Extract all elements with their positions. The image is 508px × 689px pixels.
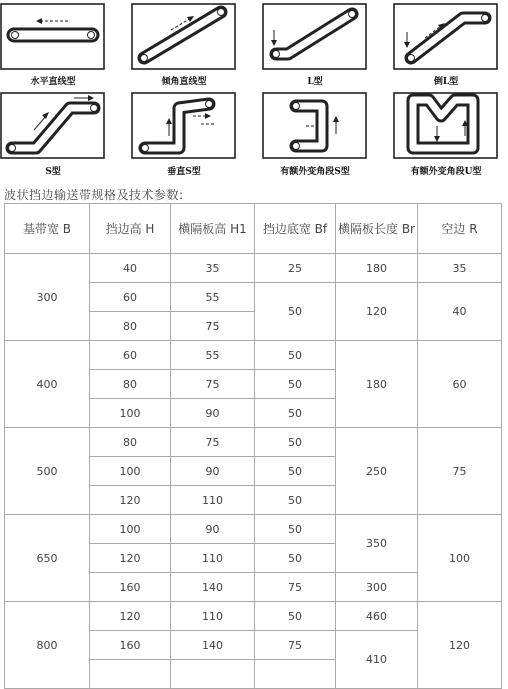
cell-cleat-height: 90 <box>171 515 255 544</box>
cell-cleat-height: 75 <box>171 312 255 341</box>
cell-cleat-height: 140 <box>171 573 255 602</box>
cell-sidewall-height: 120 <box>90 602 171 631</box>
table-row <box>5 515 502 544</box>
cell-cleat-height: 75 <box>171 428 255 457</box>
table-row <box>5 602 502 631</box>
cell-free-edge: 75 <box>418 428 502 515</box>
diagram-caption: 水平直线型 <box>30 77 76 87</box>
diagram-horizontal <box>0 0 106 72</box>
header-free-edge: 空边 R <box>418 204 502 254</box>
cell-cleat-length: 410 <box>336 631 418 689</box>
header-sidewall-base-width: 挡边底宽 Bf <box>255 204 336 254</box>
header-cleat-height: 横隔板高 H1 <box>171 204 255 254</box>
diagram-caption: 有额外变角段S型 <box>280 167 350 177</box>
cell-sidewall-base-width: 75 <box>255 573 336 602</box>
cell-sidewall-base-width: 50 <box>255 399 336 428</box>
cell-sidewall-height: 40 <box>90 254 171 283</box>
diagram-inclined <box>131 0 237 72</box>
cell-sidewall-base-width: 50 <box>255 370 336 399</box>
cell-sidewall-height: 100 <box>90 457 171 486</box>
header-base-width: 基带宽 B <box>5 204 90 254</box>
cell-sidewall-base-width: 50 <box>255 486 336 515</box>
table-row <box>5 341 502 370</box>
cell-sidewall-base-width: 50 <box>255 602 336 631</box>
cell-sidewall-height: 160 <box>90 631 171 660</box>
cell-cleat-length: 180 <box>336 254 418 283</box>
cell-cleat-length: 180 <box>336 341 418 428</box>
cell-free-edge: 40 <box>418 283 502 341</box>
diagram-l-type <box>262 0 368 72</box>
cell-sidewall-height: 120 <box>90 544 171 573</box>
cell-base-width: 500 <box>5 428 90 515</box>
table-row <box>5 428 502 457</box>
cell-cleat-height: 90 <box>171 457 255 486</box>
cell-cleat-height: 75 <box>171 370 255 399</box>
diagram-s-type <box>0 90 106 162</box>
diagram-vertical-s <box>131 90 237 162</box>
cell-cleat-height: 140 <box>171 631 255 660</box>
diagram-caption: 倒L型 <box>433 77 459 87</box>
cell-cleat-length: 350 <box>336 515 418 573</box>
header-sidewall-height: 挡边高 H <box>90 204 171 254</box>
table-header-row <box>5 204 502 254</box>
cell-sidewall-base-width: 50 <box>255 544 336 573</box>
cell-cleat-length: 250 <box>336 428 418 515</box>
cell-sidewall-height: 120 <box>90 486 171 515</box>
cell-cleat-height: 55 <box>171 283 255 312</box>
cell-cleat-height: 110 <box>171 544 255 573</box>
cell-cleat-height: 110 <box>171 602 255 631</box>
diagram-caption: S型 <box>45 167 61 177</box>
cell-sidewall-height: 100 <box>90 515 171 544</box>
cell-free-edge: 35 <box>418 254 502 283</box>
cell-sidewall-base-width: 25 <box>255 254 336 283</box>
cell-sidewall-base-width: 50 <box>255 341 336 370</box>
cell-sidewall-height: 60 <box>90 341 171 370</box>
cell-sidewall-base-width: 50 <box>255 428 336 457</box>
cell-cleat-height: 90 <box>171 399 255 428</box>
table-row <box>5 254 502 283</box>
cell-sidewall-height: 60 <box>90 283 171 312</box>
cell-cleat-height: 35 <box>171 254 255 283</box>
cell-sidewall-base-width: 50 <box>255 457 336 486</box>
spec-heading: 波状挡边输送带规格及技术参数: <box>4 188 184 202</box>
cell-sidewall-base-width: 50 <box>255 283 336 341</box>
cell-base-width: 800 <box>5 602 90 689</box>
cell-cleat-length: 300 <box>336 573 418 602</box>
cell-sidewall-height: 80 <box>90 428 171 457</box>
cell-cleat-length: 460 <box>336 602 418 631</box>
diagram-caption: 垂直S型 <box>167 167 201 177</box>
cell-sidewall-height: 80 <box>90 312 171 341</box>
diagram-ext-s <box>262 90 368 162</box>
cell-sidewall-height: 160 <box>90 573 171 602</box>
cell-free-edge: 100 <box>418 515 502 602</box>
cell-sidewall-base-width: 75 <box>255 631 336 660</box>
diagram-caption: 有额外变角段U型 <box>410 167 482 177</box>
cell-cleat-height: 110 <box>171 486 255 515</box>
diagram-caption: 倾角直线型 <box>161 77 207 87</box>
cell-sidewall-height: 100 <box>90 399 171 428</box>
cell-sidewall-height <box>90 660 171 689</box>
diagram-inverted-l <box>393 0 499 72</box>
cell-cleat-length: 120 <box>336 283 418 341</box>
cell-cleat-height <box>171 660 255 689</box>
header-cleat-length: 横隔板长度 Br <box>336 204 418 254</box>
cell-base-width: 300 <box>5 254 90 341</box>
spec-table <box>4 203 502 689</box>
cell-base-width: 400 <box>5 341 90 428</box>
cell-free-edge: 120 <box>418 602 502 689</box>
cell-sidewall-base-width <box>255 660 336 689</box>
diagram-caption: L型 <box>307 77 323 87</box>
cell-base-width: 650 <box>5 515 90 602</box>
cell-free-edge: 60 <box>418 341 502 428</box>
diagram-ext-u <box>393 90 499 162</box>
conveyor-type-diagrams <box>0 0 508 183</box>
cell-cleat-height: 55 <box>171 341 255 370</box>
cell-sidewall-base-width: 50 <box>255 515 336 544</box>
cell-sidewall-height: 80 <box>90 370 171 399</box>
